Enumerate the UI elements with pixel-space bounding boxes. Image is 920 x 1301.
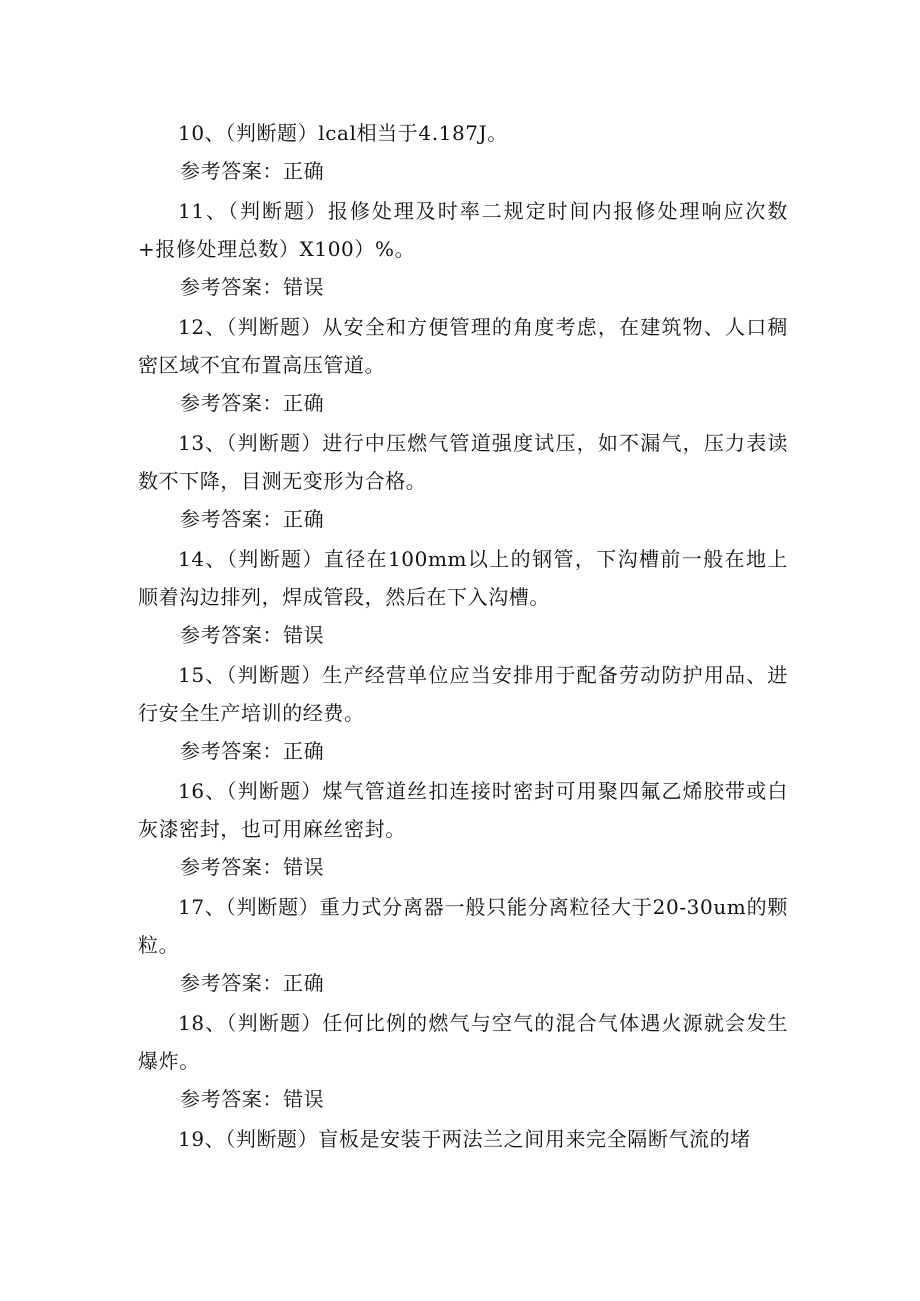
question-17: 17、（判断题）重力式分离器一般只能分离粒径大于20-30um的颗粒。 — [138, 895, 788, 957]
question-16: 16、（判断题）煤气管道丝扣连接时密封可用聚四氟乙烯胶带或白灰漆密封，也可用麻丝密封。 — [138, 779, 788, 841]
answer-label: 参考答案： — [180, 739, 283, 763]
answer-11 — [138, 268, 788, 306]
question-list — [138, 114, 788, 1158]
question-14: 14、（判断题）直径在100mm以上的钢管，下沟槽前一般在地上顺着沟边排列，焊成管段，然后在下入沟槽。 — [138, 547, 788, 609]
answer-value: 错误 — [283, 855, 325, 879]
answer-label: 参考答案： — [180, 507, 283, 531]
answer-value: 正确 — [283, 391, 325, 415]
answer-label: 参考答案： — [180, 275, 283, 299]
answer-14 — [138, 616, 788, 654]
question-12: 12、（判断题）从安全和方便管理的角度考虑，在建筑物、人口稠密区域不宜布置高压管道。 — [138, 315, 788, 377]
answer-18 — [138, 1080, 788, 1118]
answer-13 — [138, 500, 788, 538]
answer-17 — [138, 964, 788, 1002]
answer-label: 参考答案： — [180, 971, 283, 995]
question-15: 15、（判断题）生产经营单位应当安排用于配备劳动防护用品、进行安全生产培训的经费。 — [138, 663, 788, 725]
answer-value: 正确 — [283, 507, 325, 531]
answer-value: 错误 — [283, 275, 325, 299]
question-11: 11、（判断题）报修处理及时率二规定时间内报修处理响应次数+报修处理总数）X100）%。 — [138, 199, 788, 261]
answer-value: 正确 — [283, 971, 325, 995]
answer-value: 正确 — [283, 159, 325, 183]
answer-label: 参考答案： — [180, 855, 283, 879]
answer-label: 参考答案： — [180, 391, 283, 415]
answer-value: 正确 — [283, 739, 325, 763]
question-10: 10、（判断题）lcal相当于4.187J。 — [178, 121, 508, 145]
answer-16 — [138, 848, 788, 886]
question-18: 18、（判断题）任何比例的燃气与空气的混合气体遇火源就会发生爆炸。 — [138, 1011, 788, 1073]
answer-label: 参考答案： — [180, 1087, 283, 1111]
question-13: 13、（判断题）进行中压燃气管道强度试压，如不漏气，压力表读数不下降，目测无变形为合格。 — [138, 431, 788, 493]
answer-15 — [138, 732, 788, 770]
answer-value: 错误 — [283, 1087, 325, 1111]
answer-label: 参考答案： — [180, 159, 283, 183]
answer-10 — [138, 152, 788, 190]
answer-value: 错误 — [283, 623, 325, 647]
answer-label: 参考答案： — [180, 623, 283, 647]
answer-12 — [138, 384, 788, 422]
question-19: 19、（判断题）盲板是安装于两法兰之间用来完全隔断气流的堵 — [178, 1127, 751, 1151]
